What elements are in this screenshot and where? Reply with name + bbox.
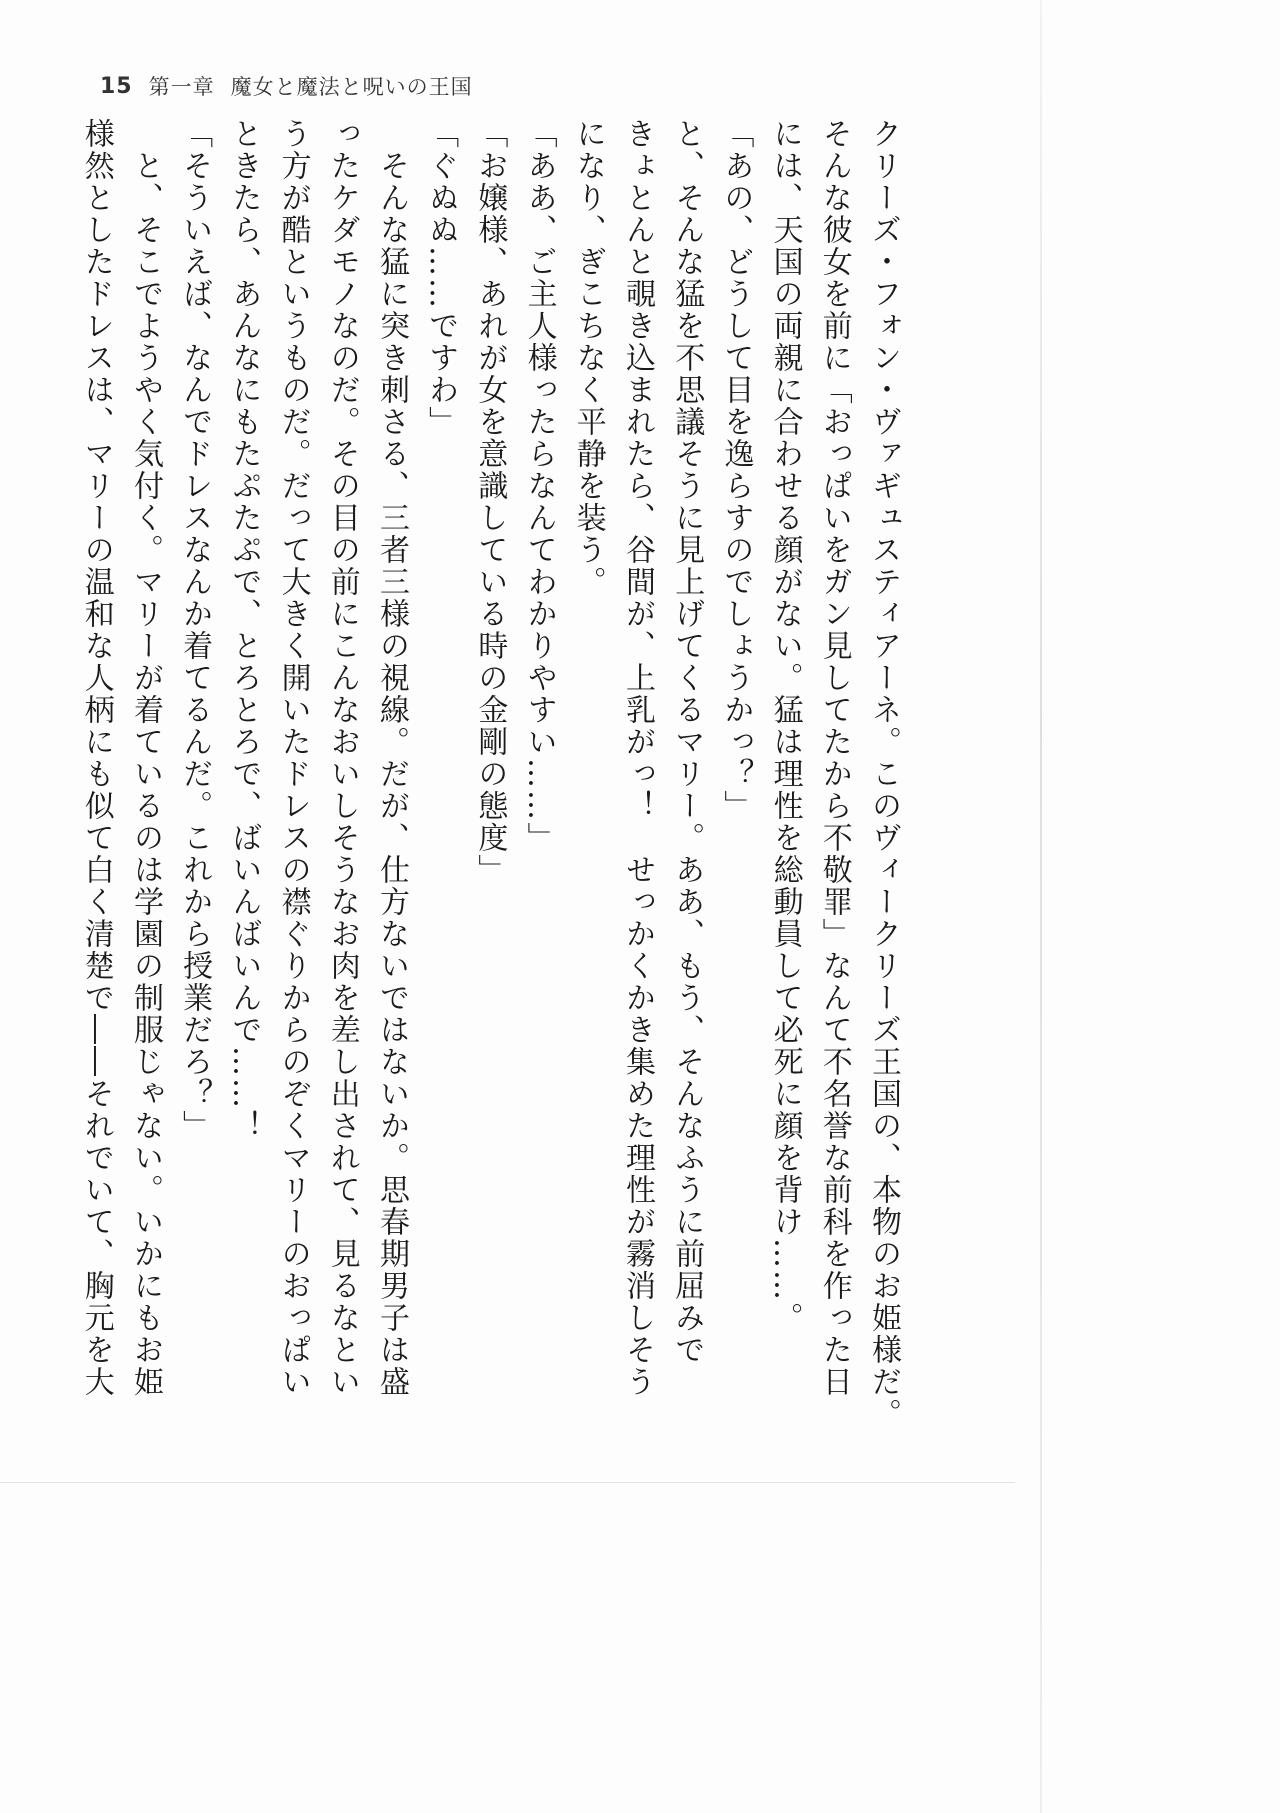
text-line: 「お嬢様、あれが女を意識している時の金剛の態度」 [472,118,508,886]
text-line: ったケダモノなのだ。その目の前にこんなおいしそうなお肉を差し出されて、見るなとい [324,118,360,1398]
text-line: と、そんな猛を不思議そうに見上げてくるマリー。ああ、もう、そんなふうに前屈みで [669,118,705,1366]
text-line: そんな彼女を前に「おっぱいをガン見してたから不敬罪」なんて不名誉な前科を作った日 [816,118,852,1398]
text-line: そんな猛に突き刺さる、三者三様の視線。だが、仕方ないではないか。思春期男子は盛 [373,118,409,1398]
chapter-title: 魔女と魔法と呪いの王国 [230,75,473,99]
text-line: 様然としたドレスは、マリーの温和な人柄にも似て白く清楚で――それでいて、胸元を大 [78,118,114,1398]
text-line: と、そこでようやく気付く。マリーが着ているのは学園の制服じゃない。いかにもお姫 [127,118,163,1398]
text-line: には、天国の両親に合わせる顔がない。猛は理性を総動員して必死に顔を背け……。 [767,118,803,1334]
scan-bottom-line [0,1482,1015,1483]
chapter-label: 第一章 [148,75,215,99]
text-line: クリーズ・フォン・ヴァギュスティアーネ。このヴィークリーズ王国の、本物のお姫様だ。 [866,118,901,1430]
text-line: ときたら、あんなにもたぷたぷで、とろとろで、ばいんばいんで……！ [226,118,262,1142]
scan-edge [1040,0,1042,1813]
vertical-text-body [78,118,908,1430]
text-line: になり、ぎこちなく平静を装う。 [570,118,606,598]
running-head [100,66,473,106]
text-line: きょとんと覗き込まれたら、谷間が、上乳がっ！ せっかくかき集めた理性が霧消しそう [619,118,655,1398]
text-line: 「ぐぬぬ……ですわ」 [423,118,459,438]
text-line: 「そういえば、なんでドレスなんか着てるんだ。これから授業だろ？」 [177,118,213,1142]
page-number: 15 [100,73,133,99]
text-line: う方が酷というものだ。だって大きく開いたドレスの襟ぐりからのぞくマリーのおっぱい [275,118,311,1398]
text-line: 「ああ、ご主人様ったらなんてわかりやすい……」 [521,118,557,854]
text-line: 「あの、どうして目を逸らすのでしょうかっ？」 [718,118,754,822]
